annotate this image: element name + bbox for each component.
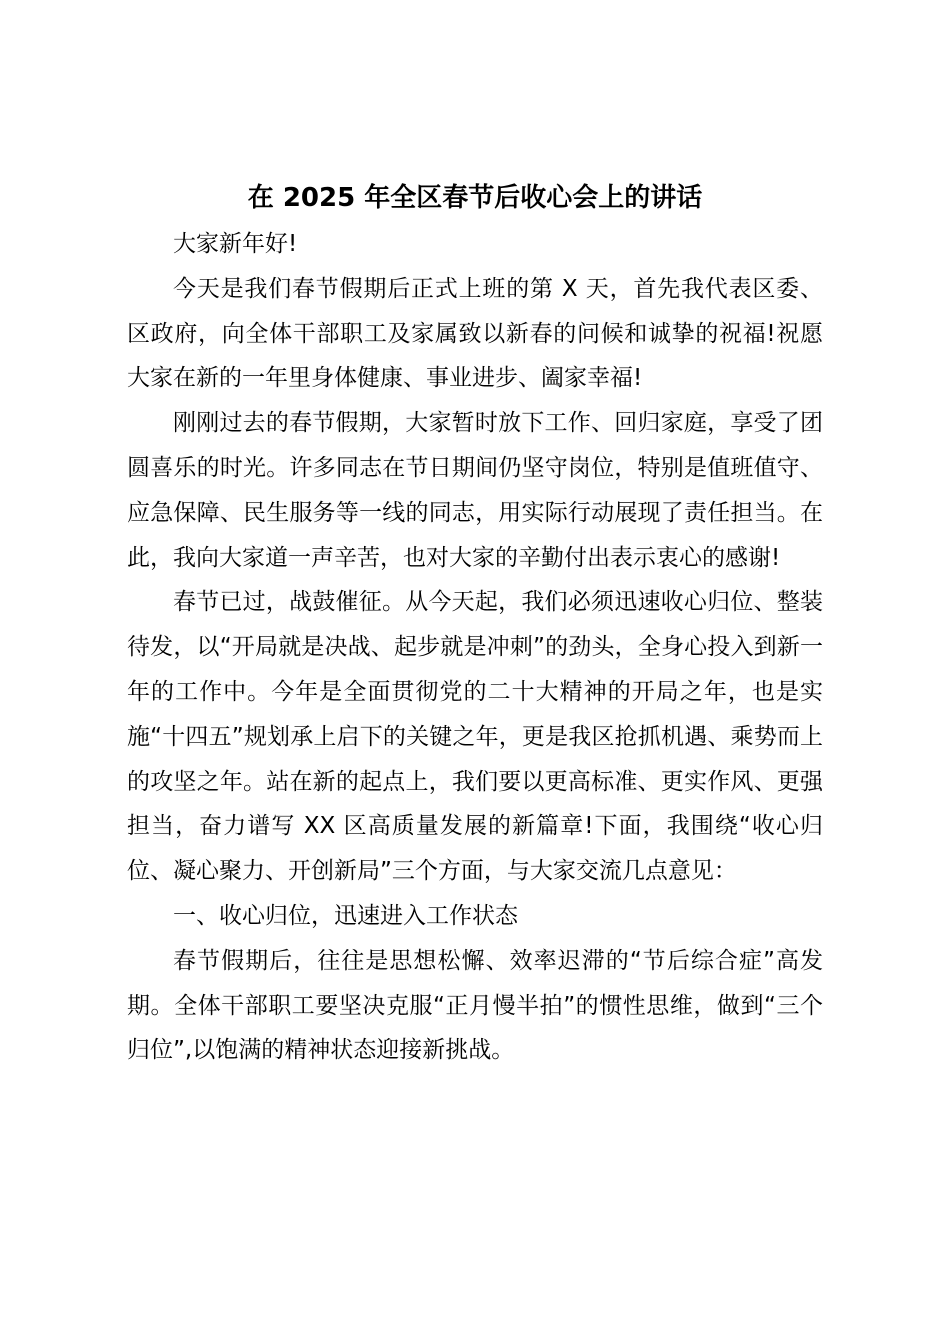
document-title: 在 2025 年全区春节后收心会上的讲话 bbox=[247, 183, 703, 213]
paragraph-opening: 今天是我们春节假期后正式上班的第 X 天，首先我代表区委、区政府，向全体干部职工及家属致以新春的问候和诚挚的祝福!祝愿大家在新的一年里身体健康、事业进步、阖家幸福! bbox=[127, 275, 823, 392]
document-body bbox=[127, 222, 823, 1073]
paragraph-new-year-work: 春节已过，战鼓催征。从今天起，我们必须迅速收心归位、整装待发，以“开局就是决战、起步就是冲刺”的劲头，全身心投入到新一年的工作中。今年是全面贯彻党的二十大精神的开局之年，也是实施“十四五”规划承上启下的关键之年，更是我区抢抓机遇、乘势而上的攻坚之年。站在新的起点上，我们要以更高标准、更实作风、更强担当，奋力谱写 XX 区高质量发展的新篇章!下面，我围绕“收心归位、凝心聚力、开创新局”三个方面，与大家交流几点意见： bbox=[127, 589, 823, 885]
paragraph-holiday: 刚刚过去的春节假期，大家暂时放下工作、回归家庭，享受了团圆喜乐的时光。许多同志在节日期间仍坚守岗位，特别是值班值守、应急保障、民生服务等一线的同志，用实际行动展现了责任担当。在此，我向大家道一声辛苦，也对大家的辛勤付出表示衷心的感谢! bbox=[127, 410, 823, 571]
section-heading-1: 一、收心归位，迅速进入工作状态 bbox=[173, 902, 518, 929]
section-paragraph-1: 春节假期后，往往是思想松懈、效率迟滞的“节后综合症”高发期。全体干部职工要坚决克服“正月慢半拍”的惯性思维，做到“三个归位”,以饱满的精神状态迎接新挑战。 bbox=[127, 947, 823, 1064]
greeting: 大家新年好! bbox=[173, 231, 298, 257]
